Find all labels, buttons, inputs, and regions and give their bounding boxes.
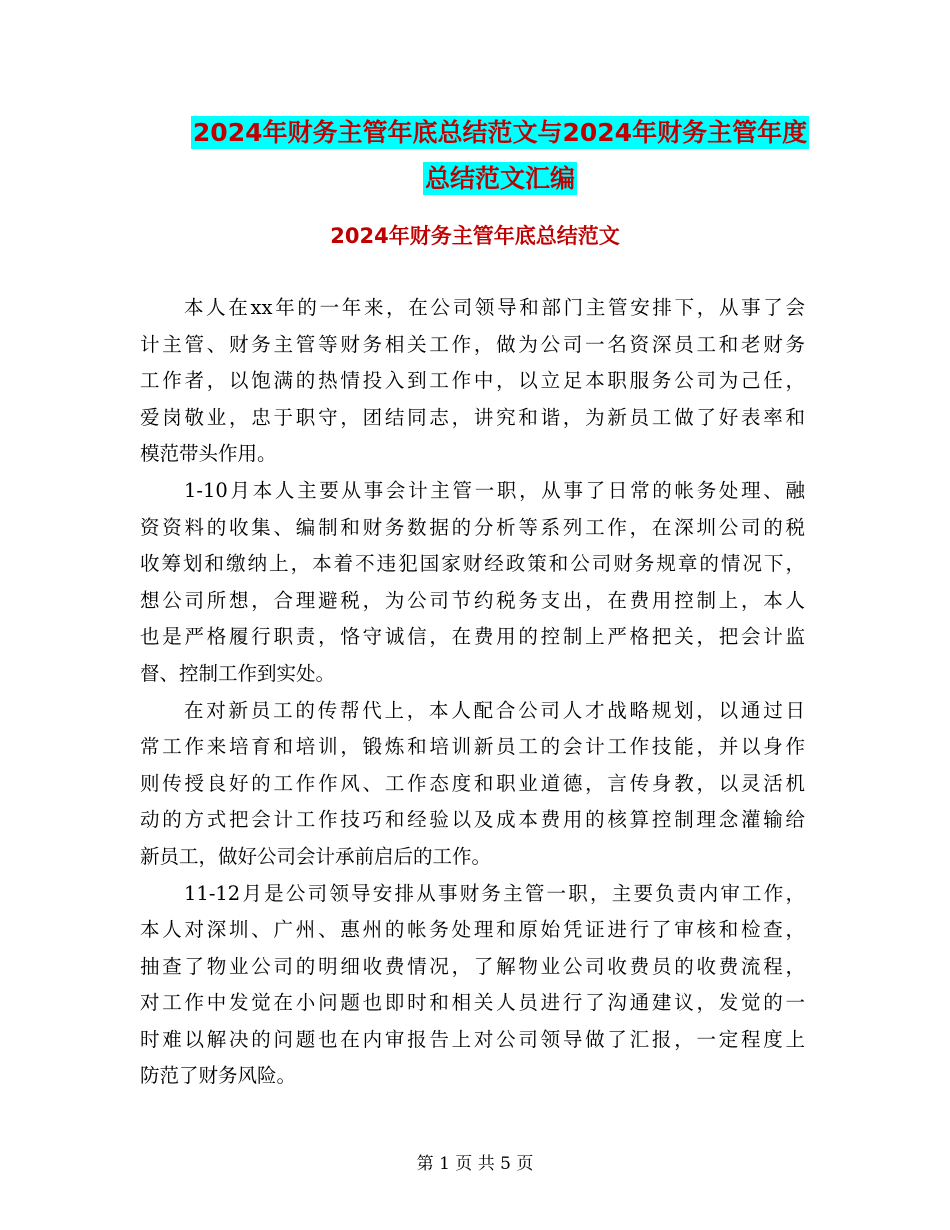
paragraph-line: 防范了财务风险。 [140, 1064, 297, 1088]
document-title-line1: 2024年财务主管年底总结范文与2024年财务主管年度 [192, 118, 808, 147]
paragraph-line: 爱岗敬业，忠于职守，团结同志，讲究和谐，为新员工做了好表率和 [140, 405, 805, 429]
paragraph-line: 动的方式把会计工作技巧和经验以及成本费用的核算控制理念灌输给 [140, 808, 805, 832]
paragraph-4 [140, 876, 805, 1096]
paragraph-1 [140, 290, 805, 473]
document-title-line2: 总结范文汇编 [424, 164, 575, 193]
paragraph-line: 11-12月是公司领导安排从事财务主管一职，主要负责内审工作， [184, 881, 805, 905]
paragraph-line: 1-10月本人主要从事会计主管一职，从事了日常的帐务处理、融 [184, 478, 805, 502]
paragraph-line: 督、控制工作到实处。 [140, 661, 336, 685]
paragraph-line: 新员工，做好公司会计承前启后的工作。 [140, 844, 492, 868]
paragraph-line: 模范带头作用。 [140, 442, 277, 466]
paragraph-line: 工作者，以饱满的热情投入到工作中，以立足本职服务公司为己任， [140, 369, 805, 393]
paragraph-line: 想公司所想，合理避税，为公司节约税务支出，在费用控制上，本人 [140, 588, 805, 612]
paragraph-line: 抽查了物业公司的明细收费情况，了解物业公司收费员的收费流程， [140, 954, 805, 978]
paragraph-line: 收筹划和缴纳上，本着不违犯国家财经政策和公司财务规章的情况下， [140, 552, 805, 576]
paragraph-line: 也是严格履行职责，恪守诚信，在费用的控制上严格把关，把会计监 [140, 625, 805, 649]
paragraph-line: 时难以解决的问题也在内审报告上对公司领导做了汇报，一定程度上 [140, 1027, 805, 1051]
paragraph-line: 计主管、财务主管等财务相关工作，做为公司一名资深员工和老财务 [140, 332, 805, 356]
paragraph-line: 资资料的收集、编制和财务数据的分析等系列工作，在深圳公司的税 [140, 515, 805, 539]
paragraph-2 [140, 473, 805, 693]
paragraph-3 [140, 693, 805, 876]
paragraph-line: 则传授良好的工作作风、工作态度和职业道德，言传身教，以灵活机 [140, 771, 805, 795]
paragraph-line: 本人在xx年的一年来，在公司领导和部门主管安排下，从事了会 [184, 296, 805, 319]
document-body [140, 290, 805, 1095]
section-title: 2024年财务主管年底总结范文 [330, 224, 620, 248]
paragraph-line: 本人对深圳、广州、惠州的帐务处理和原始凭证进行了审核和检查， [140, 918, 805, 942]
paragraph-line: 对工作中发觉在小问题也即时和相关人员进行了沟通建议，发觉的一 [140, 991, 805, 1015]
paragraph-line: 在对新员工的传帮代上，本人配合公司人才战略规划，以通过日 [184, 698, 805, 722]
page-number-footer: 第 1 页 共 5 页 [416, 1154, 534, 1174]
document-title [140, 110, 860, 202]
paragraph-line: 常工作来培育和培训，锻炼和培训新员工的会计工作技能，并以身作 [140, 735, 805, 759]
